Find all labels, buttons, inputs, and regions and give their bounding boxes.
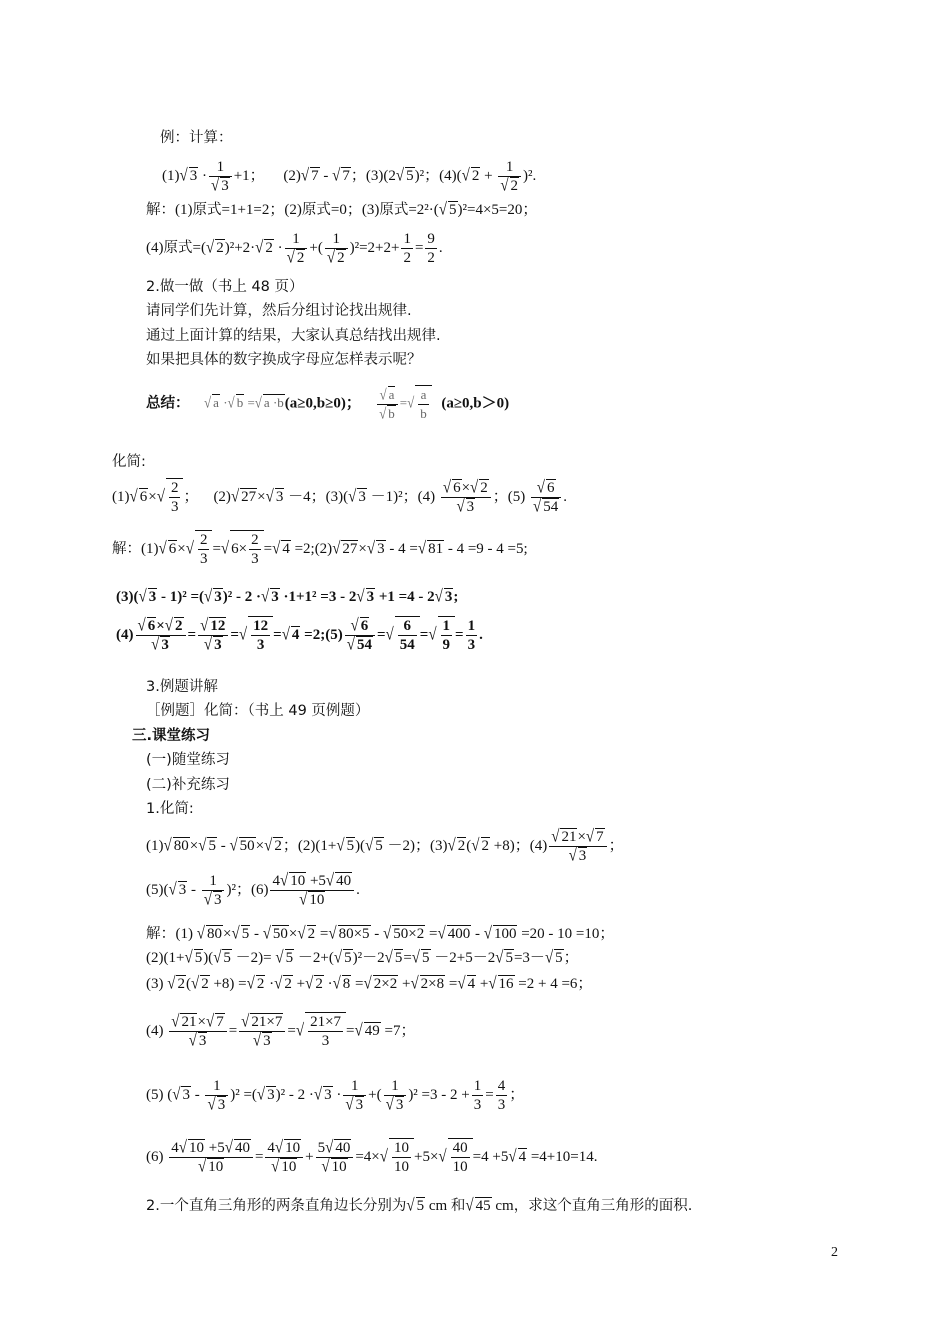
summary-label: 总结： xyxy=(146,395,190,412)
practice-solution-4: (4) $\frac{√ 21\times√ 7}{√ 3}$ = $\frac{√ 21\times 7}{√ 3}$ =√ $\frac{21\times 7}{3}$ =√ 49 =7； xyxy=(146,1012,416,1051)
practice-sub2: (二)补充练习 xyxy=(146,777,230,793)
section2-heading: 2.做一做（书上 48 页） xyxy=(146,279,304,295)
practice-solution-5: (5) (√ 3 - $\frac{1}{√ 3}$ )² =(√ 3)² - 2 ·√ 3 · $\frac{1}{√ 3}$ +( $\frac{1}{√ 3}$ )² =3 - 2 + $\frac{1}{3}$ = $\frac{4}{3}$ ； xyxy=(146,1078,525,1115)
section2-line2: 通过上面计算的结果，大家认真总结找出规律. xyxy=(146,328,441,344)
practice-q1: 1.化简: xyxy=(146,801,194,817)
example-solution-line1: 解：(1)原式=1+1=2；(2)原式=0；(3)原式=2²·(√ 5)²=4×5=20； xyxy=(146,200,538,220)
simplify-solution-1-2: 解：(1)√ 6×√ $\frac{2}{3}$ =√ 6× $\frac{2}{3}$ =√ 4 =2;(2)√ 27×√ 3 - 4 =√ 81 - 4 =9 - 4 =5; xyxy=(112,532,528,567)
section3-heading: 3.例题讲解 xyxy=(146,679,218,695)
section2-line3: 如果把具体的数字换成字母应怎样表示呢？ xyxy=(146,352,422,368)
practice-solution-3: (3) √ 2(√ 2 +8) =√ 2 ·√ 2 +√ 2 ·√ 8 =√ 2×2 +√ 2×8 =√ 4 +√ 16 =2 + 4 =6； xyxy=(146,974,593,994)
summary-condition2: (a≥0,b＞0) xyxy=(441,395,510,412)
example-solution-line2: (4)原式=(√ 2)²+2·√ 2 · $\frac{1}{√ 2}$ +( $\frac{1}{√ 2}$ )²=2+2+ $\frac{1}{2}$ = $\frac{9}{2}$ . xyxy=(146,231,443,268)
practice-problems-1-4: (1)√ 80×√ 5 - √ 50×√ 2；(2)(1+√ 5)(√ 5 －2)；(3)√ 2(√ 2 +8)；(4) $\frac{√ 21\times√ 7}{√ 3}$ ； xyxy=(146,827,624,866)
practice-solution-2: (2)(1+√ 5)(√ 5 －2)= √ 5 －2+(√ 5)²－2√ 5=√ 5 －2+5－2√ 5=3－√ 5； xyxy=(146,948,579,968)
section2-line1: 请同学们先计算，然后分组讨论找出规律. xyxy=(146,303,412,319)
simplify-solution-4-5: (4) $\frac{√ 6\times√ 2}{√ 3}$ = $\frac{√ 12}{√ 3}$ =√ $\frac{12}{3}$ =√ 4 =2;(5) $\frac{√ 6}{√ 54}$ =√ $\frac{6}{54}$ =√ $\frac{1}{9}$ = $\frac{1}{3}$ . xyxy=(116,616,483,655)
example-title: 例：计算： xyxy=(160,130,233,146)
simplify-solution-3: (3)(√ 3 - 1)² =(√ 3)² - 2 ·√ 3 ·1+1² =3 - 2√ 3 +1 =4 - 2√ 3; xyxy=(116,587,459,607)
section3-example: ［例题］化简：（书上 49 页例题） xyxy=(146,703,370,719)
simplify-title: 化简: xyxy=(112,454,146,470)
practice-sub1: (一)随堂练习 xyxy=(146,752,230,768)
practice-question-2: 2.一个直角三角形的两条直角边长分别为√ 5 cm 和√ 45 cm，求这个直角三角形的面积. xyxy=(146,1196,693,1216)
summary-condition1: (a≥0,b≥0)； xyxy=(284,395,361,412)
practice-solution-1: 解：(1) √ 80×√ 5 - √ 50×√ 2 =√ 80×5 - √ 50×2 =√ 400 - √ 100 =20 - 10 =10； xyxy=(146,924,615,944)
practice-heading: 三.课堂练习 xyxy=(132,728,211,744)
practice-problems-5-6: (5)(√ 3 - $\frac{1}{√ 3}$ )²；(6) $\frac{4√ 10 +5√ 40}{√ 10}$ . xyxy=(146,871,360,910)
simplify-problems: (1)√ 6×√ $\frac{2}{3}$ ； (2)√ 27×√ 3 －4；(3)(√ 3 －1)²；(4) $\frac{√ 6\times√ 2}{√ 3}$ ；(5) $\frac{√ 6}{√ 54}$ . xyxy=(112,478,568,517)
practice-solution-6: (6) $\frac{4√ 10 +5√ 40}{√ 10}$ = $\frac{4√ 10}{√ 10}$ + $\frac{5√ 40}{√ 10}$ =4×√ $\frac{10}{10}$ +5×√ $\frac{40}{10}$ =4 +5√ 4 =4+10=14. xyxy=(146,1138,598,1177)
summary-formula: 总结： √ a ·√ b =√ a ·b(a≥0,b≥0)； $\frac{√ a}{√ b}$ =√ $\frac{a}{b}$ (a≥0,b＞0) xyxy=(146,385,510,423)
example-problems: (1)√ 3 · $\frac{1}{√ 3}$ +1； (2)√ 7 - √ 7；(3)(2√ 5)²；(4)(√ 2 + $\frac{1}{√ 2}$ )². xyxy=(162,159,537,196)
page-number: 2 xyxy=(831,1245,838,1260)
